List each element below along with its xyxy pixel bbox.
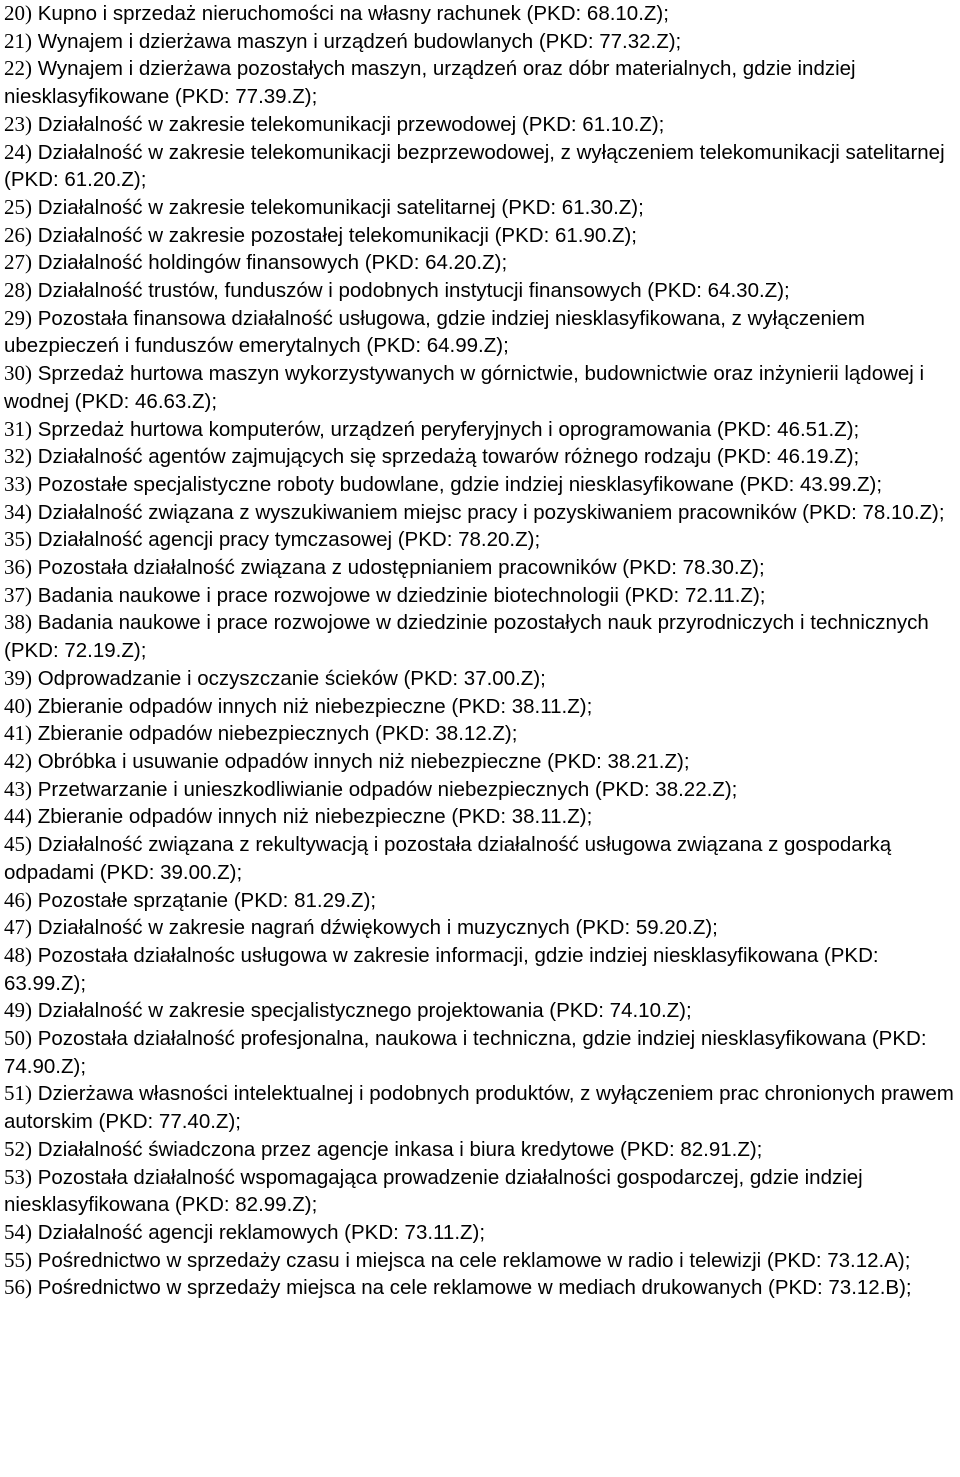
item-text: Działalność w zakresie telekomunikacji satelitarnej (PKD: 61.30.Z); (32, 195, 644, 219)
item-text: Działalność trustów, funduszów i podobnych instytucji finansowych (PKD: 64.30.Z); (32, 279, 790, 303)
list-item (4, 1136, 958, 1164)
item-text: Pośrednictwo w sprzedaży miejsca na cele reklamowe w mediach drukowanych (PKD: 73.12.B); (32, 1276, 912, 1300)
item-text: Działalność w zakresie telekomunikacji bezprzewodowej, z wyłączeniem telekomunikacji satelitarnej (PKD: 61.20.Z); (4, 140, 945, 192)
list-item (4, 526, 958, 554)
list-item (4, 222, 958, 250)
list-item (4, 887, 958, 915)
list-item (4, 305, 958, 360)
item-text: Badania naukowe i prace rozwojowe w dziedzinie pozostałych nauk przyrodniczych i technicznych (PKD: 72.19.Z); (4, 611, 929, 663)
item-text: Działalność agencji pracy tymczasowej (PKD: 78.20.Z); (32, 528, 541, 552)
item-number: 31) (4, 416, 32, 441)
item-number: 26) (4, 222, 32, 247)
item-number: 20) (4, 1, 32, 25)
item-text: Pozostałe specjalistyczne roboty budowlane, gdzie indziej niesklasyfikowane (PKD: 43.99.Z); (32, 472, 883, 496)
item-number: 43) (4, 776, 32, 801)
item-text: Sprzedaż hurtowa maszyn wykorzystywanych w górnictwie, budownictwie oraz inżynierii lądowej i wodnej (PKD: 46.63.Z); (4, 362, 925, 413)
item-number: 46) (4, 887, 32, 912)
list-item (4, 942, 958, 997)
item-number: 50) (4, 1026, 32, 1051)
item-number: 32) (4, 444, 32, 469)
item-number: 55) (4, 1247, 32, 1272)
item-number: 28) (4, 278, 32, 303)
item-text: Sprzedaż hurtowa komputerów, urządzeń peryferyjnych i oprogramowania (PKD: 46.51.Z); (32, 417, 860, 441)
item-number: 29) (4, 305, 32, 330)
item-text: Dzierżawa własności intelektualnej i podobnych produktów, z wyłączeniem prac chronionych prawem autorskim (PKD: 77.40.Z); (4, 1082, 954, 1134)
list-item (4, 416, 958, 444)
item-number: 42) (4, 748, 32, 773)
list-item (4, 997, 958, 1025)
list-item (4, 194, 958, 222)
item-text: Odprowadzanie i oczyszczanie ścieków (PKD: 37.00.Z); (32, 666, 546, 690)
item-number: 22) (4, 56, 32, 81)
item-text: Działalność agencji reklamowych (PKD: 73.11.Z); (32, 1220, 486, 1244)
item-text: Pozostałe sprzątanie (PKD: 81.29.Z); (32, 888, 377, 912)
list-item (4, 831, 958, 886)
item-text: Działalność świadczona przez agencje inkasa i biura kredytowe (PKD: 82.91.Z); (32, 1137, 763, 1161)
item-text: Wynajem i dzierżawa pozostałych maszyn, urządzeń oraz dóbr materialnych, gdzie indziej niesklasyfikowane (PKD: 77.39.Z); (4, 57, 856, 109)
item-text: Pośrednictwo w sprzedaży czasu i miejsca na cele reklamowe w radio i telewizji (PKD: 73.12.A); (32, 1248, 911, 1272)
item-text: Działalność w zakresie specjalistycznego projektowania (PKD: 74.10.Z); (32, 999, 692, 1023)
list-item (4, 499, 958, 527)
list-item (4, 582, 958, 610)
list-item (4, 554, 958, 582)
item-text: Działalność związana z rekultywacją i pozostała działalność usługowa związana z gospodarką odpadami (PKD: 39.00.Z); (4, 833, 892, 884)
item-number: 33) (4, 471, 32, 496)
item-number: 54) (4, 1219, 32, 1244)
item-number: 47) (4, 915, 32, 940)
list-item (4, 1080, 958, 1135)
list-item (4, 665, 958, 693)
item-number: 48) (4, 942, 32, 967)
item-text: Kupno i sprzedaż nieruchomości na własny rachunek (PKD: 68.10.Z); (32, 2, 669, 25)
item-text: Działalność w zakresie telekomunikacji przewodowej (PKD: 61.10.Z); (32, 112, 665, 136)
list-item (4, 1025, 958, 1080)
item-number: 25) (4, 194, 32, 219)
item-text: Pozostała działalność profesjonalna, naukowa i techniczna, gdzie indziej niesklasyfikowana (PKD: 74.90.Z); (4, 1027, 927, 1078)
item-text: Badania naukowe i prace rozwojowe w dziedzinie biotechnologii (PKD: 72.11.Z); (32, 583, 766, 607)
list-item (4, 1219, 958, 1247)
item-text: Przetwarzanie i unieszkodliwianie odpadów niebezpiecznych (PKD: 38.22.Z); (32, 777, 738, 801)
item-number: 35) (4, 527, 32, 552)
item-number: 27) (4, 250, 32, 275)
list-item (4, 28, 958, 56)
item-text: Działalność holdingów finansowych (PKD: 64.20.Z); (32, 251, 508, 275)
item-number: 30) (4, 361, 32, 386)
list-item (4, 1164, 958, 1219)
item-text: Zbieranie odpadów innych niż niebezpieczne (PKD: 38.11.Z); (32, 694, 593, 718)
item-number: 23) (4, 111, 32, 136)
item-number: 53) (4, 1164, 32, 1189)
item-number: 56) (4, 1275, 32, 1300)
item-number: 40) (4, 693, 32, 718)
item-number: 49) (4, 998, 32, 1023)
list-item (4, 1247, 958, 1275)
item-text: Działalność w zakresie pozostałej telekomunikacji (PKD: 61.90.Z); (32, 223, 638, 247)
item-text: Zbieranie odpadów niebezpiecznych (PKD: 38.12.Z); (32, 722, 518, 746)
item-number: 37) (4, 582, 32, 607)
item-number: 21) (4, 28, 32, 53)
item-number: 45) (4, 832, 32, 857)
item-text: Zbieranie odpadów innych niż niebezpieczne (PKD: 38.11.Z); (32, 805, 593, 829)
item-text: Pozostała działalnośc usługowa w zakresie informacji, gdzie indziej niesklasyfikowana (PKD: 63.99.Z); (4, 943, 879, 995)
list-item (4, 360, 958, 415)
list-item (4, 55, 958, 110)
pkd-activity-list (4, 0, 958, 1302)
list-item (4, 139, 958, 194)
list-item (4, 609, 958, 664)
item-text: Pozostała finansowa działalność usługowa, gdzie indziej niesklasyfikowana, z wyłączeniem ubezpieczeń i funduszów emerytalnych (PKD: 64.99.Z); (4, 306, 865, 358)
list-item (4, 693, 958, 721)
item-number: 51) (4, 1081, 32, 1106)
item-text: Działalność w zakresie nagrań dźwiękowych i muzycznych (PKD: 59.20.Z); (32, 916, 718, 940)
list-item (4, 277, 958, 305)
item-number: 38) (4, 610, 32, 635)
list-item (4, 471, 958, 499)
list-item (4, 803, 958, 831)
list-item (4, 0, 958, 28)
item-number: 39) (4, 665, 32, 690)
item-number: 34) (4, 499, 32, 524)
list-item (4, 443, 958, 471)
item-number: 44) (4, 804, 32, 829)
list-item (4, 748, 958, 776)
item-number: 24) (4, 139, 32, 164)
item-text: Wynajem i dzierżawa maszyn i urządzeń budowlanych (PKD: 77.32.Z); (32, 29, 682, 53)
item-number: 41) (4, 721, 32, 746)
item-number: 52) (4, 1136, 32, 1161)
item-text: Działalność agentów zajmujących się sprzedażą towarów różnego rodzaju (PKD: 46.19.Z); (32, 445, 860, 469)
list-item (4, 249, 958, 277)
list-item (4, 720, 958, 748)
item-text: Obróbka i usuwanie odpadów innych niż niebezpieczne (PKD: 38.21.Z); (32, 749, 690, 773)
list-item (4, 914, 958, 942)
item-text: Pozostała działalność wspomagająca prowadzenie działalności gospodarczej, gdzie indziej niesklasyfikowana (PKD: 82.99.Z); (4, 1165, 863, 1217)
list-item (4, 1274, 958, 1302)
item-text: Działalność związana z wyszukiwaniem miejsc pracy i pozyskiwaniem pracowników (PKD: 78.10.Z); (32, 500, 945, 524)
item-number: 36) (4, 555, 32, 580)
list-item (4, 111, 958, 139)
list-item (4, 776, 958, 804)
item-text: Pozostała działalność związana z udostępnianiem pracowników (PKD: 78.30.Z); (32, 556, 765, 580)
